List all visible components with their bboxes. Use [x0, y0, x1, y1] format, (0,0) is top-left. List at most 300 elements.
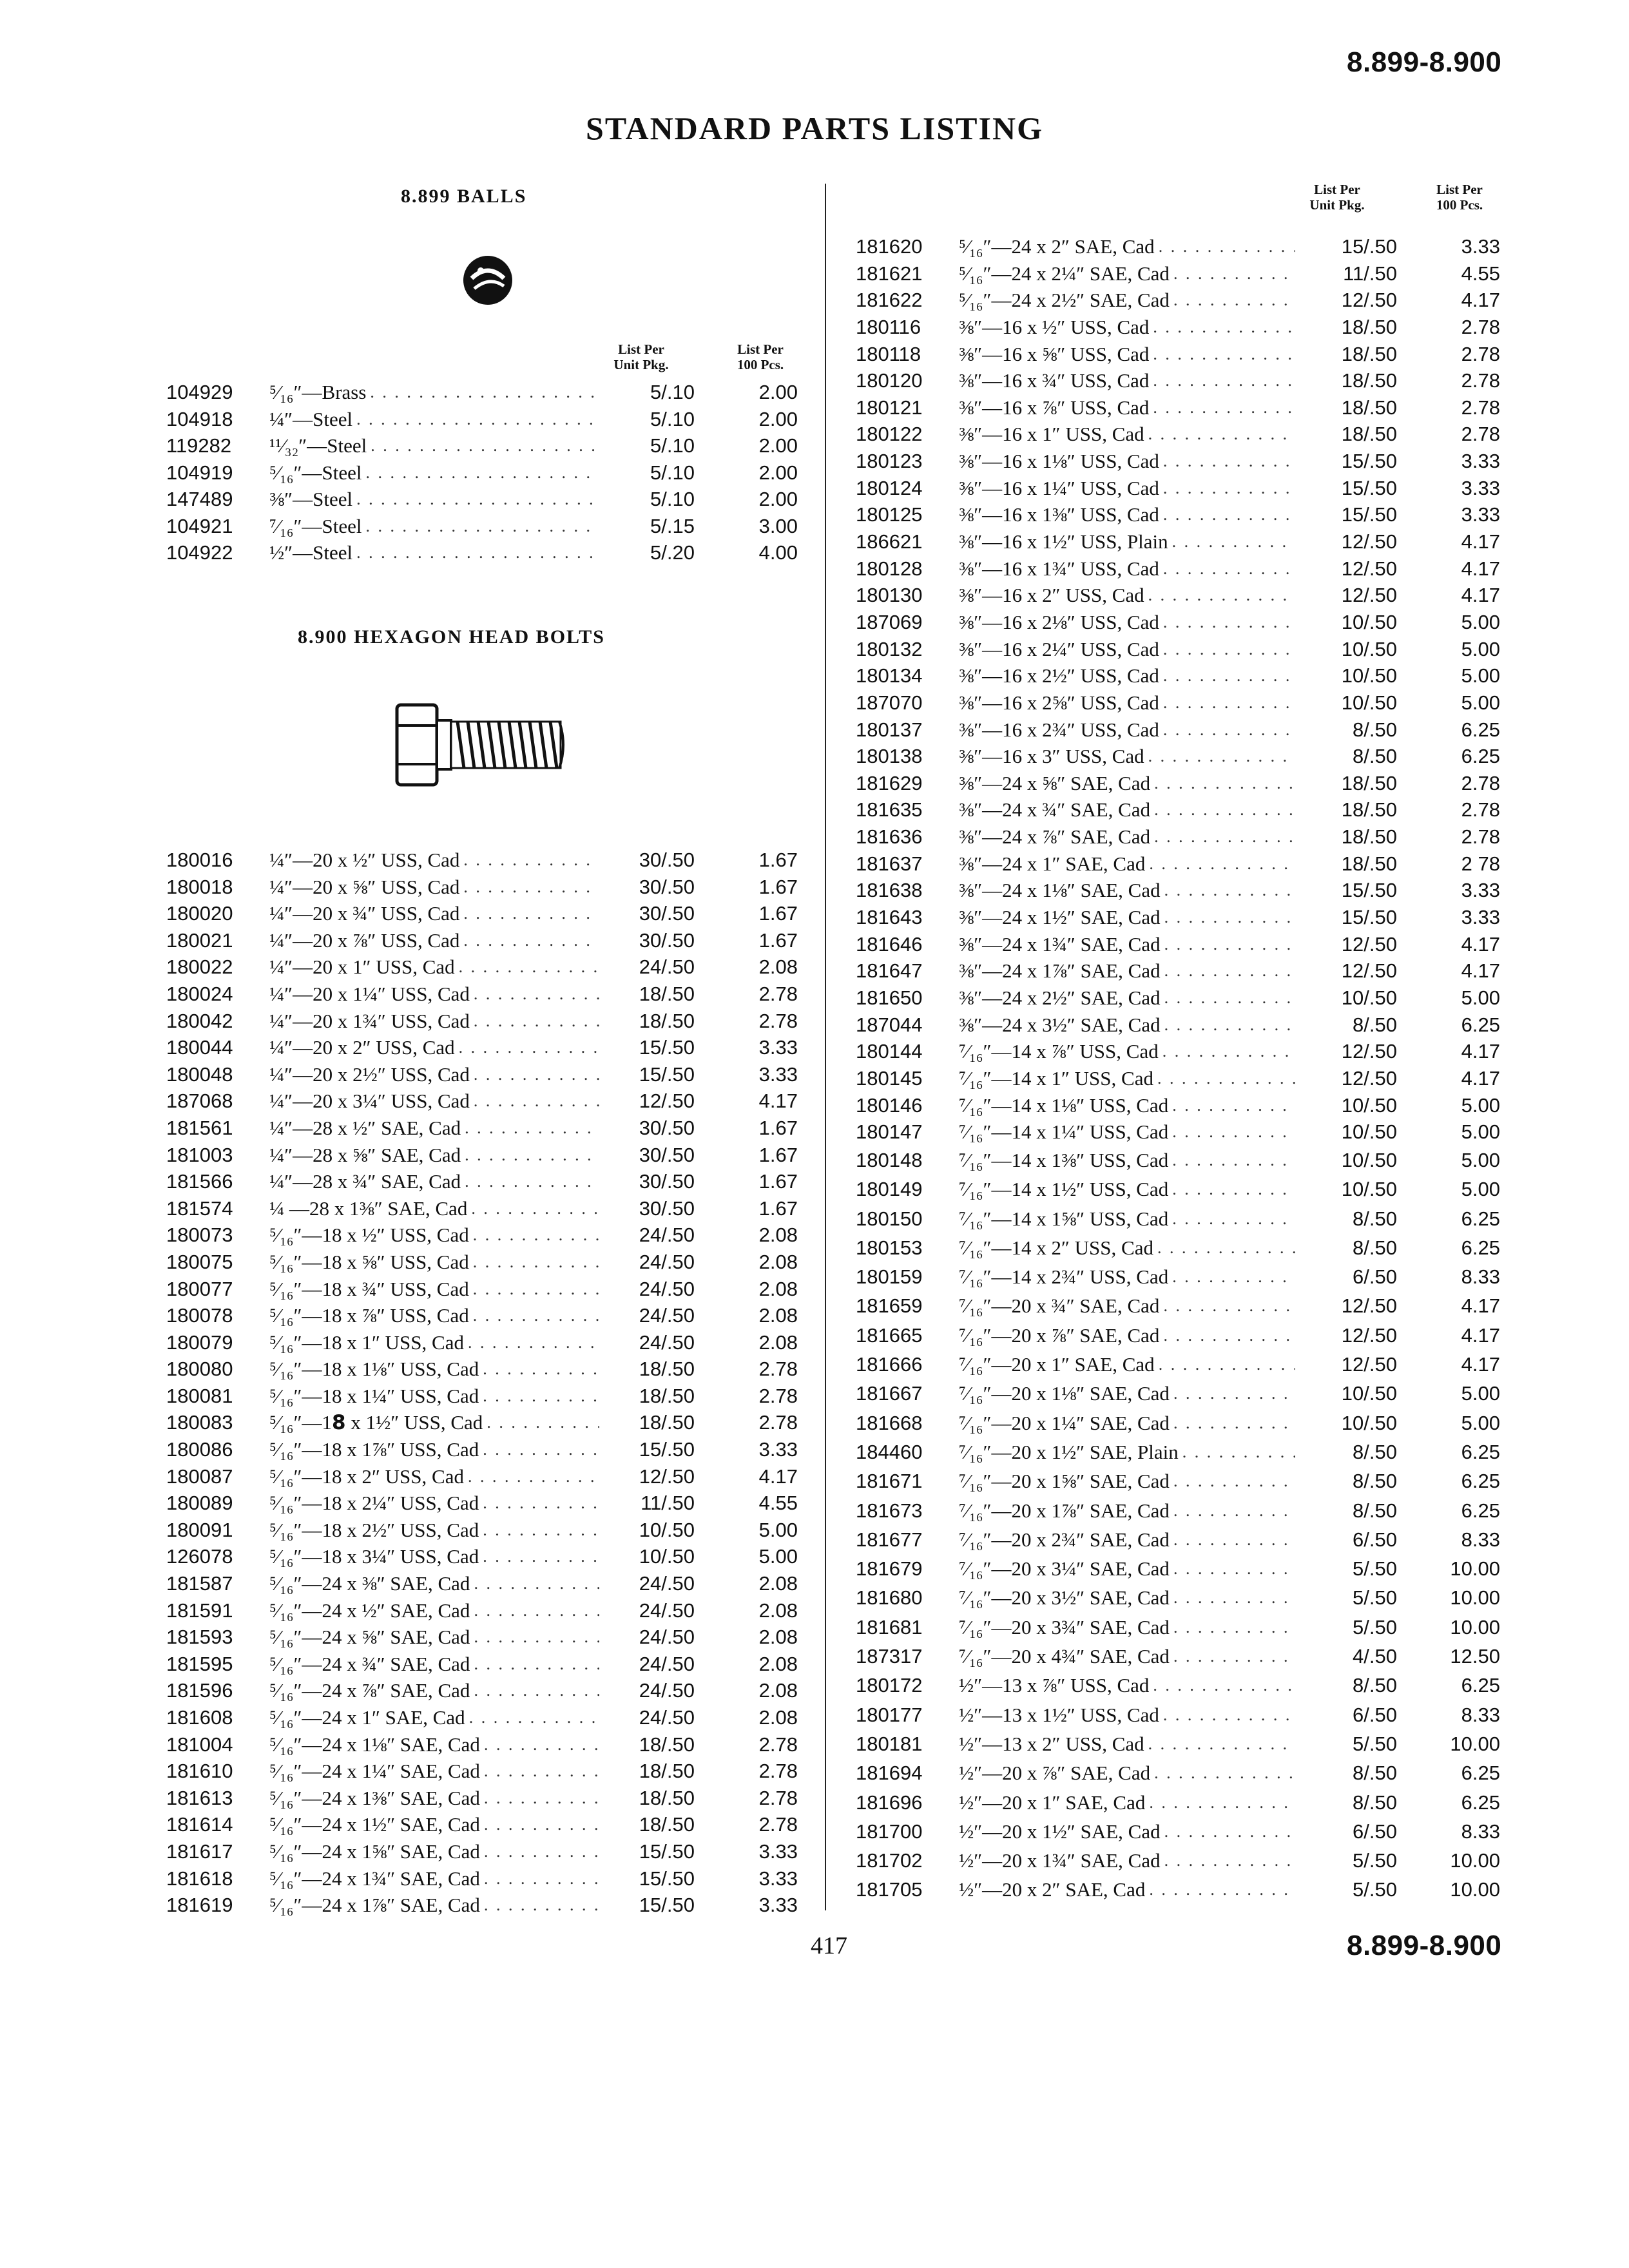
part-number: 181694 — [856, 1762, 923, 1785]
part-number: 180086 — [166, 1438, 233, 1461]
description-text: ⁵⁄₁₆″—1𝟴 x 1½″ USS, Cad — [269, 1411, 483, 1434]
unit-pkg-price: 30/.50 — [639, 849, 695, 871]
description-text: ⅜″—16 x ¾″ USS, Cad — [959, 369, 1150, 392]
unit-pkg-price: 18/.50 — [639, 1733, 695, 1756]
table-row — [856, 1408, 1500, 1437]
unit-pkg-price: 8/.50 — [1353, 1791, 1397, 1814]
part-description — [269, 1356, 604, 1383]
leader-dots — [473, 1276, 599, 1303]
per-100-price: 2.78 — [758, 1786, 798, 1809]
part-number: 181646 — [856, 932, 923, 956]
part-description — [959, 1875, 1300, 1904]
leader-dots — [1164, 877, 1295, 904]
table-row — [166, 1436, 804, 1463]
per-100-price: 2.08 — [758, 1679, 798, 1702]
leader-dots — [1163, 1321, 1295, 1350]
part-number: 180080 — [166, 1358, 233, 1381]
per-100-price: 5.00 — [1461, 1411, 1500, 1434]
col-header-per100-right: List Per 100 Pcs. — [1436, 182, 1483, 213]
leader-dots — [474, 981, 599, 1008]
unit-pkg-price: 18/.50 — [1341, 396, 1397, 419]
leader-dots — [356, 486, 599, 513]
part-description — [959, 957, 1300, 985]
table-row — [856, 904, 1500, 931]
table-row — [856, 1671, 1500, 1700]
table-row — [166, 1624, 804, 1651]
per-100-price: 5.00 — [1461, 1149, 1500, 1171]
per-100-price: 4.00 — [758, 541, 798, 564]
unit-pkg-price: 6/.50 — [1353, 1703, 1397, 1726]
part-description — [959, 1065, 1300, 1092]
part-number: 180016 — [166, 849, 233, 871]
part-description — [959, 609, 1300, 636]
table-row — [166, 1195, 804, 1222]
part-description — [959, 662, 1300, 689]
table-row — [166, 927, 804, 954]
leader-dots — [474, 1570, 599, 1597]
bolt-illustration — [394, 697, 568, 794]
per-100-price: 6.25 — [1461, 1674, 1500, 1697]
part-number: 180177 — [856, 1703, 923, 1726]
part-number: 180144 — [856, 1040, 923, 1063]
per-100-price: 1.67 — [758, 1116, 798, 1139]
table-row — [856, 448, 1500, 475]
leader-dots — [1153, 1671, 1295, 1700]
part-number: 181677 — [856, 1528, 923, 1551]
description-text: ⁷⁄₁₆″—14 x 1⅝″ USS, Cad — [959, 1207, 1169, 1230]
bolts-table-right-lower — [856, 1146, 1500, 1905]
per-100-price: 3.33 — [1461, 476, 1500, 499]
part-number: 104918 — [166, 407, 233, 430]
description-text: ¹¹⁄₃₂″—Steel — [269, 434, 367, 457]
description-text: ⅜″—24 x ⅞″ SAE, Cad — [959, 825, 1151, 849]
unit-pkg-price: 8/.50 — [1353, 1499, 1397, 1522]
leader-dots — [1154, 770, 1295, 797]
leader-dots — [1148, 743, 1295, 770]
part-description — [959, 1175, 1300, 1204]
leader-dots — [474, 1597, 599, 1624]
per-100-price: 5.00 — [1461, 1382, 1500, 1405]
unit-pkg-price: 8/.50 — [1353, 1207, 1397, 1230]
part-description — [959, 1350, 1300, 1379]
description-text: ⁵⁄₁₆″—24 x 1″ SAE, Cad — [269, 1706, 465, 1729]
part-description — [269, 1061, 604, 1088]
table-row — [166, 1168, 804, 1195]
description-text: ⁵⁄₁₆″—18 x 1¼″ USS, Cad — [269, 1384, 479, 1407]
description-text: ⅜″—16 x 1⅜″ USS, Cad — [959, 503, 1159, 526]
description-text: ⁷⁄₁₆″—20 x ⅞″ SAE, Cad — [959, 1323, 1160, 1347]
table-row — [166, 1142, 804, 1169]
description-text: ⁵⁄₁₆″—18 x ¾″ USS, Cad — [269, 1277, 469, 1300]
description-text: ⁷⁄₁₆″—14 x 1¼″ USS, Cad — [959, 1120, 1169, 1144]
per-100-price: 4.17 — [1461, 1066, 1500, 1090]
part-number: 180078 — [166, 1304, 233, 1327]
unit-pkg-price: 5/.50 — [1353, 1732, 1397, 1755]
leader-dots — [483, 1383, 599, 1410]
description-text: ⁷⁄₁₆″—20 x 3¼″ SAE, Cad — [959, 1557, 1170, 1581]
part-description — [269, 1034, 604, 1061]
description-text: ⅜″—24 x 2½″ SAE, Cad — [959, 986, 1161, 1009]
per-100-price: 2.78 — [1461, 825, 1500, 849]
leader-dots — [1157, 1065, 1295, 1092]
per-100-price: 5.00 — [1461, 664, 1500, 687]
per-100-price: 4.17 — [1461, 584, 1500, 607]
part-number: 181614 — [166, 1813, 233, 1836]
table-row — [166, 1731, 804, 1758]
leader-dots — [1163, 1291, 1295, 1320]
bolts-heading: 8.900 HEXAGON HEAD BOLTS — [298, 626, 605, 648]
unit-pkg-price: 30/.50 — [639, 902, 695, 925]
description-text: ⁵⁄₁₆″—24 x ⅞″ SAE, Cad — [269, 1679, 470, 1702]
part-number: 181629 — [856, 771, 923, 794]
table-row — [856, 1875, 1500, 1904]
leader-dots — [1159, 1350, 1295, 1379]
unit-pkg-price: 18/.50 — [1341, 369, 1397, 392]
table-row — [166, 1356, 804, 1383]
part-description — [269, 847, 604, 874]
table-row — [856, 314, 1500, 341]
unit-pkg-price: 6/.50 — [1353, 1528, 1397, 1551]
table-row — [166, 1597, 804, 1624]
leader-dots — [1154, 796, 1295, 823]
part-number: 119282 — [166, 434, 232, 457]
part-number: 180125 — [856, 503, 923, 526]
part-description — [269, 981, 604, 1008]
unit-pkg-price: 24/.50 — [639, 1277, 695, 1300]
table-row — [166, 486, 804, 513]
part-description — [959, 1038, 1300, 1065]
unit-pkg-price: 10/.50 — [1341, 986, 1397, 1009]
part-number: 147489 — [166, 488, 233, 510]
per-100-price: 6.25 — [1461, 745, 1500, 768]
description-text: ⁵⁄₁₆″—18 x 1″ USS, Cad — [269, 1331, 464, 1354]
leader-dots — [474, 1624, 599, 1651]
part-number: 181679 — [856, 1557, 923, 1581]
table-row — [856, 743, 1500, 770]
unit-pkg-price: 5/.10 — [650, 407, 695, 430]
table-row — [856, 1321, 1500, 1350]
unit-pkg-price: 5/.50 — [1353, 1849, 1397, 1872]
description-text: ⅜″—24 x 1½″ SAE, Cad — [959, 906, 1161, 929]
table-row — [856, 1119, 1500, 1146]
leader-dots — [1163, 448, 1295, 475]
unit-pkg-price: 18/.50 — [1341, 852, 1397, 875]
part-description — [959, 314, 1300, 341]
part-number: 181003 — [166, 1143, 233, 1166]
table-row — [856, 1437, 1500, 1466]
unit-pkg-price: 12/.50 — [1341, 289, 1397, 312]
part-number: 180089 — [166, 1492, 233, 1515]
ball-illustration — [459, 251, 517, 309]
leader-dots — [474, 1651, 599, 1678]
unit-pkg-price: 11/.50 — [641, 1492, 695, 1515]
part-number: 180018 — [166, 875, 233, 898]
leader-dots — [371, 432, 599, 459]
per-100-price: 2.08 — [758, 1599, 798, 1622]
per-100-price: 5.00 — [1461, 691, 1500, 714]
part-number: 104921 — [166, 514, 233, 537]
part-description — [269, 1892, 604, 1919]
per-100-price: 4.17 — [1461, 557, 1500, 580]
table-row — [856, 609, 1500, 636]
unit-pkg-price: 12/.50 — [1341, 932, 1397, 956]
description-text: ⁷⁄₁₆″—20 x ¾″ SAE, Cad — [959, 1294, 1160, 1318]
part-description — [269, 1436, 604, 1463]
unit-pkg-price: 24/.50 — [639, 956, 695, 979]
per-100-price: 5.00 — [1461, 637, 1500, 660]
unit-pkg-price: 18/.50 — [639, 1786, 695, 1809]
description-text: ⅜″—16 x 1¼″ USS, Cad — [959, 476, 1159, 499]
part-description — [269, 1195, 604, 1222]
part-number: 181596 — [166, 1679, 233, 1702]
description-text: ⅜″—16 x 2⅛″ USS, Cad — [959, 610, 1159, 633]
unit-pkg-price: 4/.50 — [1353, 1645, 1397, 1668]
part-description — [269, 432, 604, 459]
per-100-price: 3.33 — [758, 1840, 798, 1863]
unit-pkg-price: 15/.50 — [639, 1840, 695, 1863]
description-text: ⅜″—16 x 1¾″ USS, Cad — [959, 557, 1159, 580]
part-number: 187070 — [856, 691, 923, 714]
table-row — [856, 957, 1500, 985]
per-100-price: 3.00 — [758, 514, 798, 537]
table-row — [856, 1788, 1500, 1817]
description-text: ⅜″—16 x ⅞″ USS, Cad — [959, 396, 1150, 419]
per-100-price: 3.33 — [1461, 906, 1500, 929]
part-description — [959, 1379, 1300, 1408]
table-row — [856, 931, 1500, 958]
per-100-price: 10.00 — [1450, 1615, 1500, 1639]
description-text: ⁷⁄₁₆″—14 x 2¾″ USS, Cad — [959, 1265, 1169, 1289]
leader-dots — [1163, 689, 1295, 716]
description-text: ½″—13 x 1½″ USS, Cad — [959, 1703, 1159, 1726]
description-text: ¼″—Steel — [269, 407, 353, 430]
part-number: 181643 — [856, 906, 923, 929]
part-description — [269, 1008, 604, 1035]
part-description — [959, 555, 1300, 582]
part-description — [269, 1865, 604, 1892]
unit-pkg-price: 12/.50 — [639, 1090, 695, 1113]
description-text: ⅜″—16 x 2⅝″ USS, Cad — [959, 691, 1159, 714]
part-number: 181650 — [856, 986, 923, 1009]
unit-pkg-price: 15/.50 — [1341, 450, 1397, 473]
table-row — [166, 1758, 804, 1785]
unit-pkg-price: 30/.50 — [639, 1170, 695, 1193]
part-number: 126078 — [166, 1545, 233, 1568]
leader-dots — [471, 1195, 599, 1222]
part-number: 180132 — [856, 637, 923, 660]
description-text: ⅜″—24 x ¾″ SAE, Cad — [959, 798, 1151, 822]
part-number: 180145 — [856, 1066, 923, 1090]
per-100-price: 4.17 — [1461, 289, 1500, 312]
leader-dots — [1172, 1092, 1295, 1119]
part-number: 180122 — [856, 423, 923, 446]
part-description — [269, 1651, 604, 1678]
table-row — [166, 1463, 804, 1490]
per-100-price: 2.78 — [758, 982, 798, 1005]
description-text: ¼″—28 x ¾″ SAE, Cad — [269, 1170, 461, 1193]
unit-pkg-price: 10/.50 — [1341, 637, 1397, 660]
description-text: ⅜″—24 x 1⅛″ SAE, Cad — [959, 879, 1161, 902]
part-description — [959, 1613, 1300, 1642]
unit-pkg-price: 12/.50 — [1341, 1040, 1397, 1063]
leader-dots — [1173, 1379, 1295, 1408]
unit-pkg-price: 12/.50 — [1341, 530, 1397, 553]
part-number: 181004 — [166, 1733, 233, 1756]
table-row — [166, 1838, 804, 1865]
per-100-price: 2.78 — [1461, 396, 1500, 419]
per-100-price: 6.25 — [1461, 718, 1500, 741]
unit-pkg-price: 15/.50 — [1341, 235, 1397, 258]
table-row — [166, 847, 804, 874]
leader-dots — [1173, 1496, 1295, 1525]
table-row — [856, 233, 1500, 260]
table-row — [856, 1613, 1500, 1642]
per-100-price: 4.17 — [1461, 1323, 1500, 1347]
leader-dots — [465, 1168, 599, 1195]
per-100-price: 2.78 — [758, 1384, 798, 1407]
part-description — [959, 1092, 1300, 1119]
leader-dots — [1154, 823, 1295, 850]
part-description — [959, 287, 1300, 314]
per-100-price: 4.17 — [1461, 1353, 1500, 1376]
part-number: 180022 — [166, 956, 233, 979]
unit-pkg-price: 24/.50 — [639, 1599, 695, 1622]
description-text: ⁵⁄₁₆″—18 x ⅞″ USS, Cad — [269, 1304, 469, 1327]
leader-dots — [1164, 985, 1295, 1012]
per-100-price: 5.00 — [1461, 986, 1500, 1009]
part-number: 180079 — [166, 1331, 233, 1354]
part-description — [959, 1408, 1300, 1437]
leader-dots — [1164, 1817, 1295, 1846]
part-number: 181621 — [856, 262, 923, 285]
leader-dots — [366, 459, 600, 486]
table-row — [856, 528, 1500, 555]
per-100-price: 5.00 — [1461, 610, 1500, 633]
description-text: ⁵⁄₁₆″—18 x ½″ USS, Cad — [269, 1224, 469, 1247]
leader-dots — [463, 874, 599, 901]
part-number: 104929 — [166, 381, 233, 403]
part-number: 181647 — [856, 959, 923, 983]
description-text: ½″—20 x 1″ SAE, Cad — [959, 1791, 1146, 1814]
part-number: 181619 — [166, 1894, 233, 1917]
part-description — [959, 716, 1300, 744]
part-number: 186621 — [856, 530, 923, 553]
part-description — [959, 796, 1300, 823]
per-100-price: 10.00 — [1450, 1586, 1500, 1610]
part-description — [959, 1642, 1300, 1671]
part-description — [269, 406, 604, 433]
per-100-price: 3.33 — [1461, 503, 1500, 526]
part-description — [959, 931, 1300, 958]
part-description — [269, 1383, 604, 1410]
per-100-price: 4.17 — [1461, 959, 1500, 983]
part-number: 181638 — [856, 879, 923, 902]
part-number: 180121 — [856, 396, 923, 419]
section-range-top: 8.899-8.900 — [1347, 46, 1502, 78]
unit-pkg-price: 12/.50 — [1341, 1353, 1397, 1376]
unit-pkg-price: 18/.50 — [1341, 423, 1397, 446]
table-row — [856, 1846, 1500, 1875]
table-row — [856, 341, 1500, 368]
description-text: ⁵⁄₁₆″—24 x ⅝″ SAE, Cad — [269, 1626, 470, 1649]
table-row — [856, 367, 1500, 394]
per-100-price: 1.67 — [758, 902, 798, 925]
description-text: ⅜″—16 x ⅝″ USS, Cad — [959, 342, 1150, 365]
leader-dots — [483, 1436, 599, 1463]
part-number: 180021 — [166, 928, 233, 952]
leader-dots — [483, 1517, 599, 1544]
section-range-bottom: 8.899-8.900 — [1347, 1930, 1502, 1961]
unit-pkg-price: 15/.50 — [639, 1894, 695, 1917]
table-row — [856, 1291, 1500, 1320]
description-text: ⁷⁄₁₆″—14 x 1″ USS, Cad — [959, 1066, 1153, 1090]
part-number: 180124 — [856, 476, 923, 499]
part-description — [959, 1119, 1300, 1146]
table-row — [166, 1865, 804, 1892]
per-100-price: 10.00 — [1450, 1849, 1500, 1872]
per-100-price: 8.33 — [1461, 1265, 1500, 1289]
table-row — [856, 1758, 1500, 1787]
per-100-price: 4.55 — [1461, 262, 1500, 285]
part-description — [959, 985, 1300, 1012]
table-row — [856, 1729, 1500, 1758]
per-100-price: 1.67 — [758, 1143, 798, 1166]
per-100-price: 2.78 — [758, 1411, 798, 1434]
table-row — [856, 770, 1500, 797]
table-row — [166, 1517, 804, 1544]
part-number: 180081 — [166, 1384, 233, 1407]
table-row — [166, 1785, 804, 1812]
table-row — [856, 1038, 1500, 1065]
unit-pkg-price: 5/.20 — [650, 541, 695, 564]
part-description — [269, 1597, 604, 1624]
description-text: ½″—13 x 2″ USS, Cad — [959, 1732, 1144, 1755]
unit-pkg-price: 15/.50 — [1341, 503, 1397, 526]
leader-dots — [463, 900, 599, 927]
part-number: 180153 — [856, 1236, 923, 1259]
description-text: ⁵⁄₁₆″—24 x 2¼″ SAE, Cad — [959, 262, 1170, 285]
per-100-price: 2.00 — [758, 461, 798, 484]
leader-dots — [1173, 1466, 1295, 1495]
table-row — [856, 1642, 1500, 1671]
unit-pkg-price: 24/.50 — [639, 1652, 695, 1675]
leader-dots — [1149, 850, 1295, 878]
part-number: 180020 — [166, 902, 233, 925]
table-row — [856, 260, 1500, 287]
per-100-price: 2.08 — [758, 1224, 798, 1247]
unit-pkg-price: 12/.50 — [1341, 1294, 1397, 1318]
leader-dots — [1173, 1554, 1295, 1583]
part-number: 181696 — [856, 1791, 923, 1814]
part-description — [959, 501, 1300, 528]
table-row — [166, 432, 804, 459]
part-number: 181622 — [856, 289, 923, 312]
per-100-price: 4.17 — [1461, 932, 1500, 956]
unit-pkg-price: 10/.50 — [1341, 1382, 1397, 1405]
part-description — [959, 260, 1300, 287]
table-row — [856, 1092, 1500, 1119]
part-description — [959, 1671, 1300, 1700]
leader-dots — [484, 1785, 599, 1812]
leader-dots — [370, 379, 599, 406]
table-row — [166, 1222, 804, 1249]
table-row — [856, 582, 1500, 609]
description-text: ⅜″—16 x ½″ USS, Cad — [959, 315, 1150, 338]
part-description — [269, 954, 604, 981]
unit-pkg-price: 8/.50 — [1353, 1470, 1397, 1493]
part-description — [959, 770, 1300, 797]
unit-pkg-price: 10/.50 — [1341, 1178, 1397, 1201]
